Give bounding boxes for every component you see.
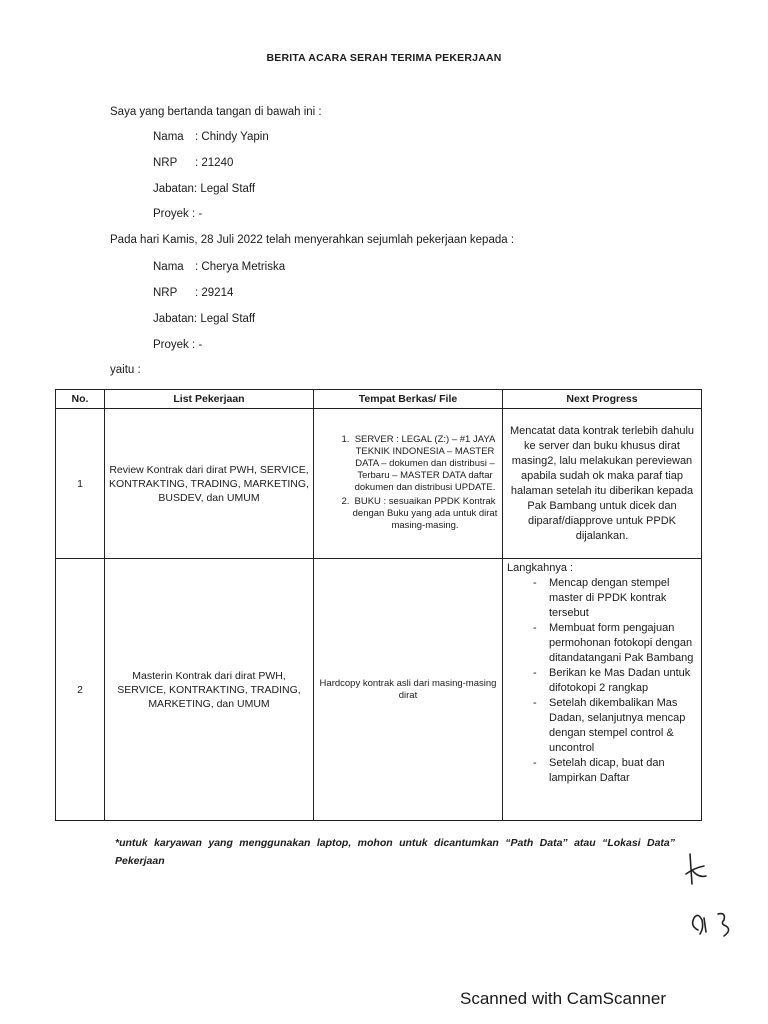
table-header-row (56, 390, 702, 409)
header-task: List Pekerjaan (105, 390, 314, 409)
receiver-project-label: Proyek (153, 339, 189, 351)
giver-nrp-value: : 21240 (195, 157, 234, 169)
row-2-task: Masterin Kontrak dari dirat PWH, SERVICE, KONTRAKTING, TRADING, MARKETING, dan UMUM (105, 559, 314, 821)
giver-project-label: Proyek (153, 208, 189, 220)
receiver-name-label: Nama (153, 261, 184, 273)
row-2-step: - Membuat form pengajuan permohonan fotokopi dengan ditandatangani Pak Bambang (533, 621, 697, 666)
giver-name-value: : Chindy Yapin (195, 131, 269, 143)
giver-nrp-row (153, 157, 233, 169)
receiver-position-label: Jabatan: (153, 313, 198, 325)
row-2-step: - Berikan ke Mas Dadan untuk difotokopi 2 rangkap (533, 666, 697, 696)
row-2-location: Hardcopy kontrak asli dari masing-masing dirat (314, 559, 503, 821)
receiver-project-row (153, 339, 202, 351)
header-next: Next Progress (503, 390, 702, 409)
row-1-no: 1 (56, 409, 105, 559)
list-intro: yaitu : (110, 364, 141, 376)
receiver-name-value: : Cherya Metriska (195, 261, 286, 273)
receiver-nrp-row (153, 287, 233, 299)
giver-name-row (153, 131, 269, 143)
handwritten-signature (660, 840, 760, 940)
intro-text: Saya yang bertanda tangan di bawah ini : (110, 106, 322, 118)
giver-position-label: Jabatan: (153, 183, 198, 195)
row-1-task: Review Kontrak dari dirat PWH, SERVICE, KONTRAKTING, TRADING, MARKETING, BUSDEV, dan UMUM (105, 409, 314, 559)
receiver-project-value: : - (192, 339, 203, 351)
receiver-nrp-value: : 29214 (195, 287, 234, 299)
table-row (56, 409, 702, 559)
header-no: No. (56, 390, 105, 409)
giver-position-row (153, 183, 255, 195)
footnote: *untuk karyawan yang menggunakan laptop, mohon untuk dicantumkan “Path Data” atau “Lokasi Data” Pekerjaan (115, 837, 675, 867)
giver-name-label: Nama (153, 131, 184, 143)
row-1-next: Mencatat data kontrak terlebih dahulu ke server dan buku khusus dirat masing2, lalu melakukan pereviewan apabila sudah ok maka paraf tiap halaman setelah itu diberikan kepada Pak Bambang untuk dicek dan diparaf/diapprove untuk PPDK dijalankan. (503, 409, 702, 559)
document-title: BERITA ACARA SERAH TERIMA PEKERJAAN (266, 52, 502, 64)
row-2-next-heading: Langkahnya : (507, 562, 574, 574)
row-2-step: - Mencap dengan stempel master di PPDK kontrak tersebut (533, 576, 697, 621)
giver-position-value: Legal Staff (200, 183, 256, 195)
scanner-watermark: Scanned with CamScanner (460, 989, 667, 1008)
receiver-nrp-label: NRP (153, 287, 178, 299)
table-row (56, 559, 702, 821)
row-1-location-server: 1. SERVER : LEGAL (Z:) – #1 JAYA TEKNIK INDONESIA – MASTER DATA – dokumen dan distribusi – Terbaru – MASTER DATA daftar dokumen dan distribusi UPDATE. (352, 434, 498, 494)
handover-statement: Pada hari Kamis, 28 Juli 2022 telah menyerahkan sejumlah pekerjaan kepada : (110, 234, 515, 246)
receiver-name-row (153, 261, 285, 273)
handover-table (55, 389, 701, 821)
row-1-location (314, 409, 503, 559)
giver-project-value: : - (192, 208, 203, 220)
row-1-location-book: 2. BUKU : sesuaikan PPDK Kontrak dengan Buku yang ada untuk dirat masing-masing. (352, 496, 498, 532)
giver-nrp-label: NRP (153, 157, 178, 169)
row-2-no: 2 (56, 559, 105, 821)
row-2-step: - Setelah dikembalikan Mas Dadan, selanjutnya mencap dengan stempel control & uncontrol (533, 696, 697, 756)
row-2-step: - Setelah dicap, buat dan lampirkan Daftar (533, 756, 697, 786)
row-2-next (503, 559, 702, 821)
receiver-position-row (153, 313, 255, 325)
header-location: Tempat Berkas/ File (314, 390, 503, 409)
giver-project-row (153, 208, 202, 220)
receiver-position-value: Legal Staff (200, 313, 256, 325)
